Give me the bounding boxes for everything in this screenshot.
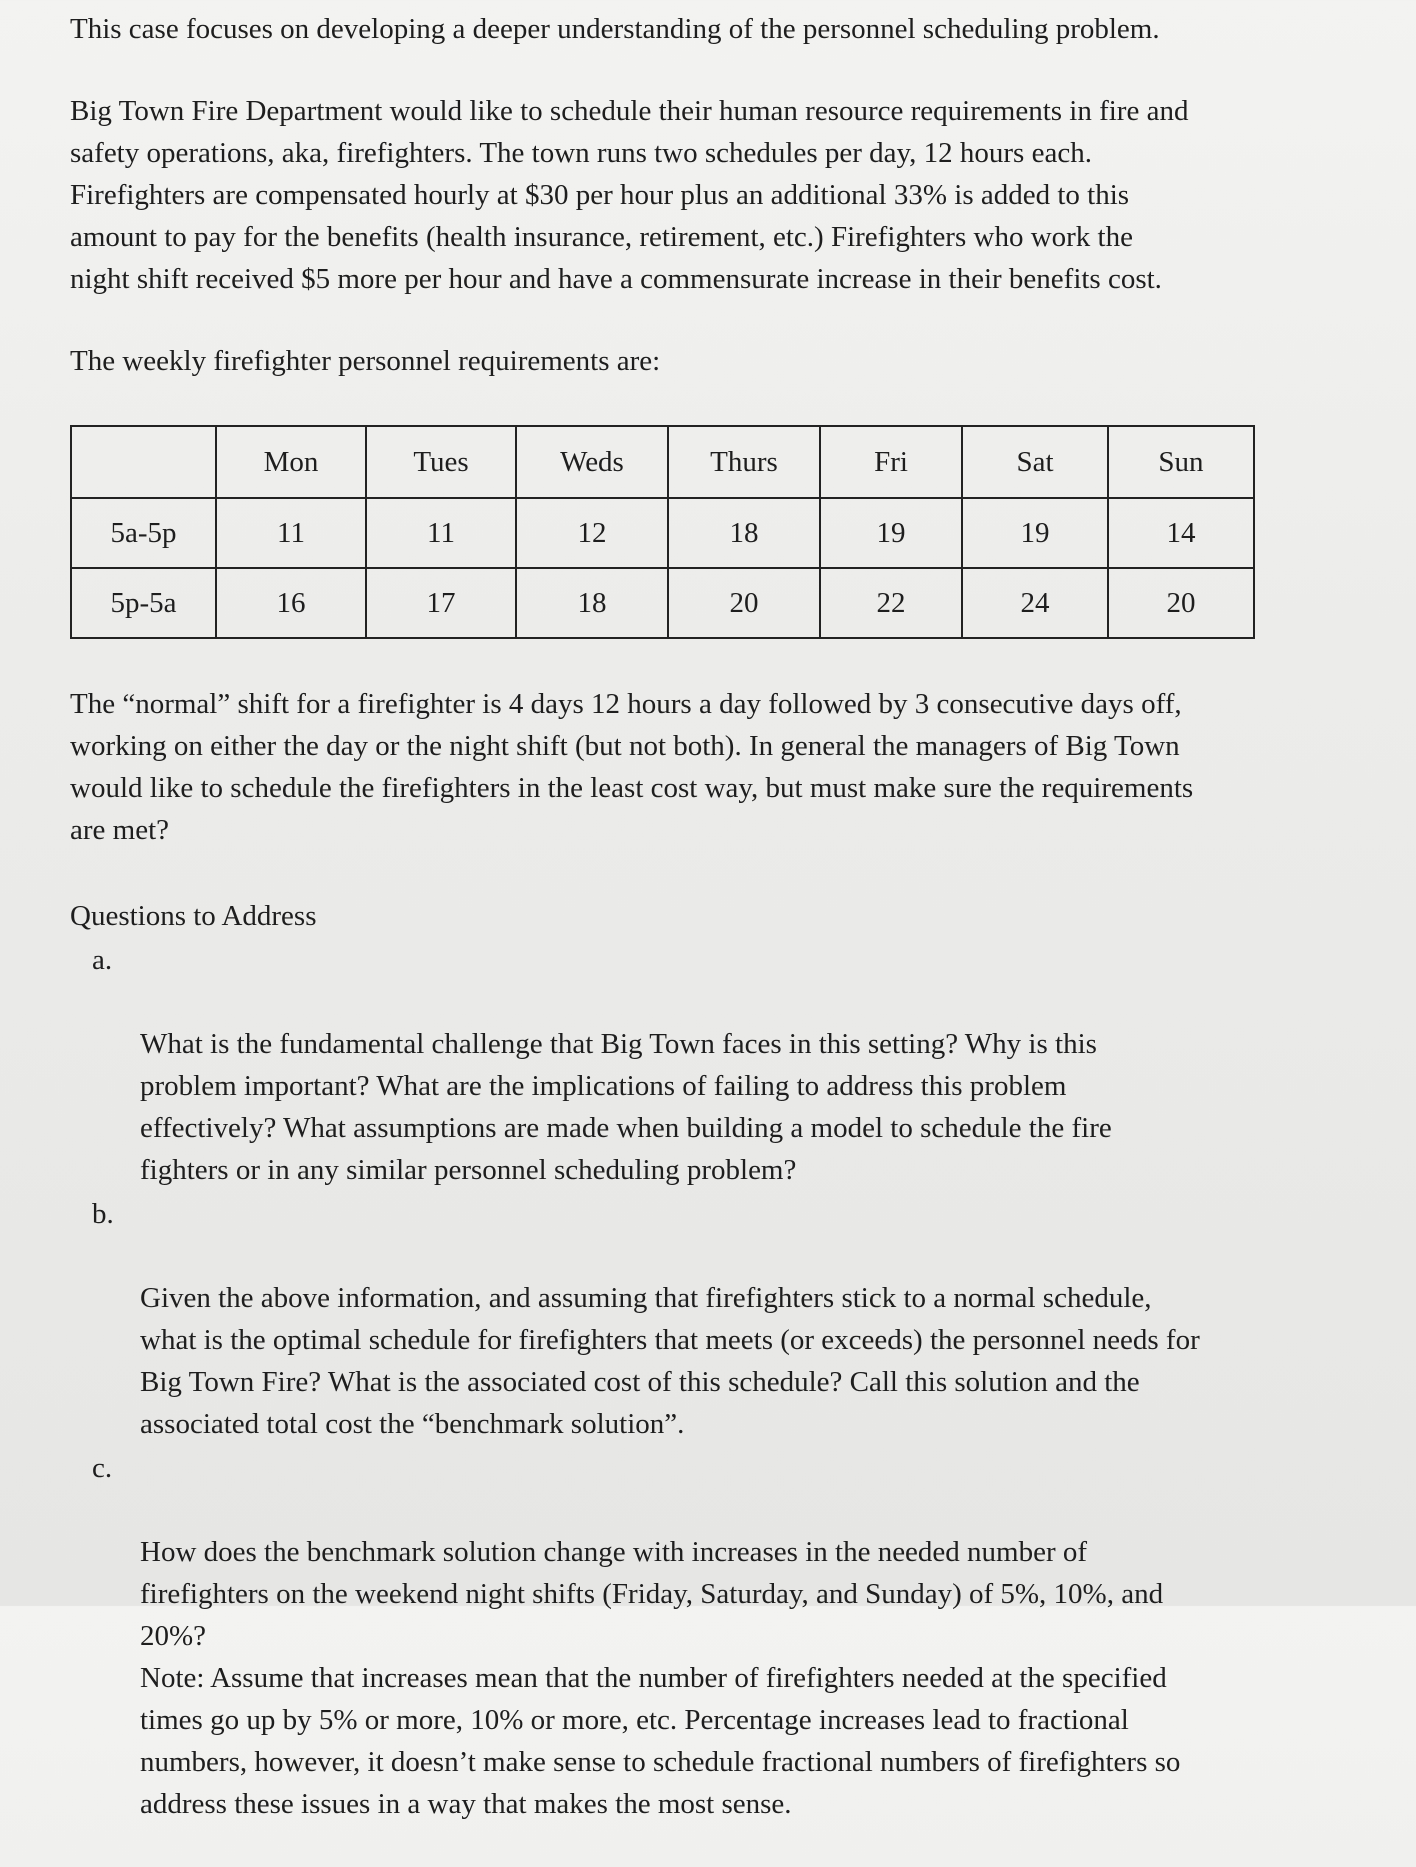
table-cell: 17 bbox=[366, 568, 516, 638]
question-note: Note: Assume that increases mean that the number of firefighters needed at the specified times go up by 5% or more, 10% or more, etc. Percentage increases lead to fractional numbers, however, it doesn’t make sense to schedule fractional numbers of firefighters so address these issues in a way that makes the most sense. bbox=[140, 1662, 1181, 1820]
normal-shift-paragraph: The “normal” shift for a firefighter is 4 days 12 hours a day followed by 3 consecutive days off, working on either the day or the night shift (but not both). In general the managers of Big Town would like to schedule the firefighters in the least cost way, but must make sure the requirements are met? bbox=[70, 688, 1194, 846]
day-header: Mon bbox=[216, 426, 366, 498]
table-cell: 11 bbox=[216, 498, 366, 568]
table-cell: 19 bbox=[820, 498, 962, 568]
table-row bbox=[71, 568, 1254, 638]
table-cell: 12 bbox=[516, 498, 668, 568]
shift-label: 5a-5p bbox=[71, 498, 216, 568]
table-cell: 18 bbox=[668, 498, 820, 568]
table-cell: 11 bbox=[366, 498, 516, 568]
day-header: Sun bbox=[1108, 426, 1254, 498]
question-letter: c. bbox=[92, 1452, 113, 1484]
day-header: Thurs bbox=[668, 426, 820, 498]
requirements-table bbox=[70, 425, 1255, 639]
question-text: What is the fundamental challenge that Big Town faces in this setting? Why is this problem important? What are the implications of failing to address this problem effectively? What assumptions are made when building a model to schedule the fire fighters or in any similar personnel scheduling problem? bbox=[140, 1028, 1112, 1186]
day-header: Weds bbox=[516, 426, 668, 498]
table-row bbox=[71, 498, 1254, 568]
question-text: Given the above information, and assuming that firefighters stick to a normal schedule, what is the optimal schedule for firefighters that meets (or exceeds) the personnel needs for Big Town Fire? What is the associated cost of this schedule? Call this solution and the associated total cost the “benchmark solution”. bbox=[140, 1282, 1200, 1440]
context-paragraph: Big Town Fire Department would like to schedule their human resource requirements in fire and safety operations, aka, firefighters. The town runs two schedules per day, 12 hours each. Firefighters are compensated hourly at $30 per hour plus an additional 33% is added to this amount to pay for the benefits (health insurance, retirement, etc.) Firefighters who work the night shift received $5 more per hour and have a commensurate increase in their benefits cost. bbox=[70, 95, 1189, 295]
questions-list bbox=[70, 939, 1390, 1867]
question-letter: a. bbox=[92, 944, 113, 976]
table-cell: 22 bbox=[820, 568, 962, 638]
question-item bbox=[70, 1193, 1390, 1445]
intro-paragraph: This case focuses on developing a deeper understanding of the personnel scheduling problem. bbox=[70, 13, 1160, 45]
table-cell: 14 bbox=[1108, 498, 1254, 568]
day-header: Sat bbox=[962, 426, 1108, 498]
table-corner-cell bbox=[71, 426, 216, 498]
requirements-lead: The weekly firefighter personnel requirements are: bbox=[70, 345, 661, 377]
shift-label: 5p-5a bbox=[71, 568, 216, 638]
question-letter: b. bbox=[92, 1198, 114, 1230]
table-cell: 20 bbox=[1108, 568, 1254, 638]
question-item bbox=[70, 939, 1390, 1191]
day-header: Tues bbox=[366, 426, 516, 498]
table-cell: 20 bbox=[668, 568, 820, 638]
table-cell: 24 bbox=[962, 568, 1108, 638]
question-item bbox=[70, 1447, 1390, 1867]
table-cell: 16 bbox=[216, 568, 366, 638]
table-cell: 18 bbox=[516, 568, 668, 638]
question-text: How does the benchmark solution change with increases in the needed number of firefighters on the weekend night shifts (Friday, Saturday, and Sunday) of 5%, 10%, and 20%? bbox=[140, 1536, 1164, 1652]
table-cell: 19 bbox=[962, 498, 1108, 568]
table-header-row bbox=[71, 426, 1254, 498]
day-header: Fri bbox=[820, 426, 962, 498]
questions-section bbox=[70, 895, 1390, 1867]
questions-title: Questions to Address bbox=[70, 900, 317, 932]
